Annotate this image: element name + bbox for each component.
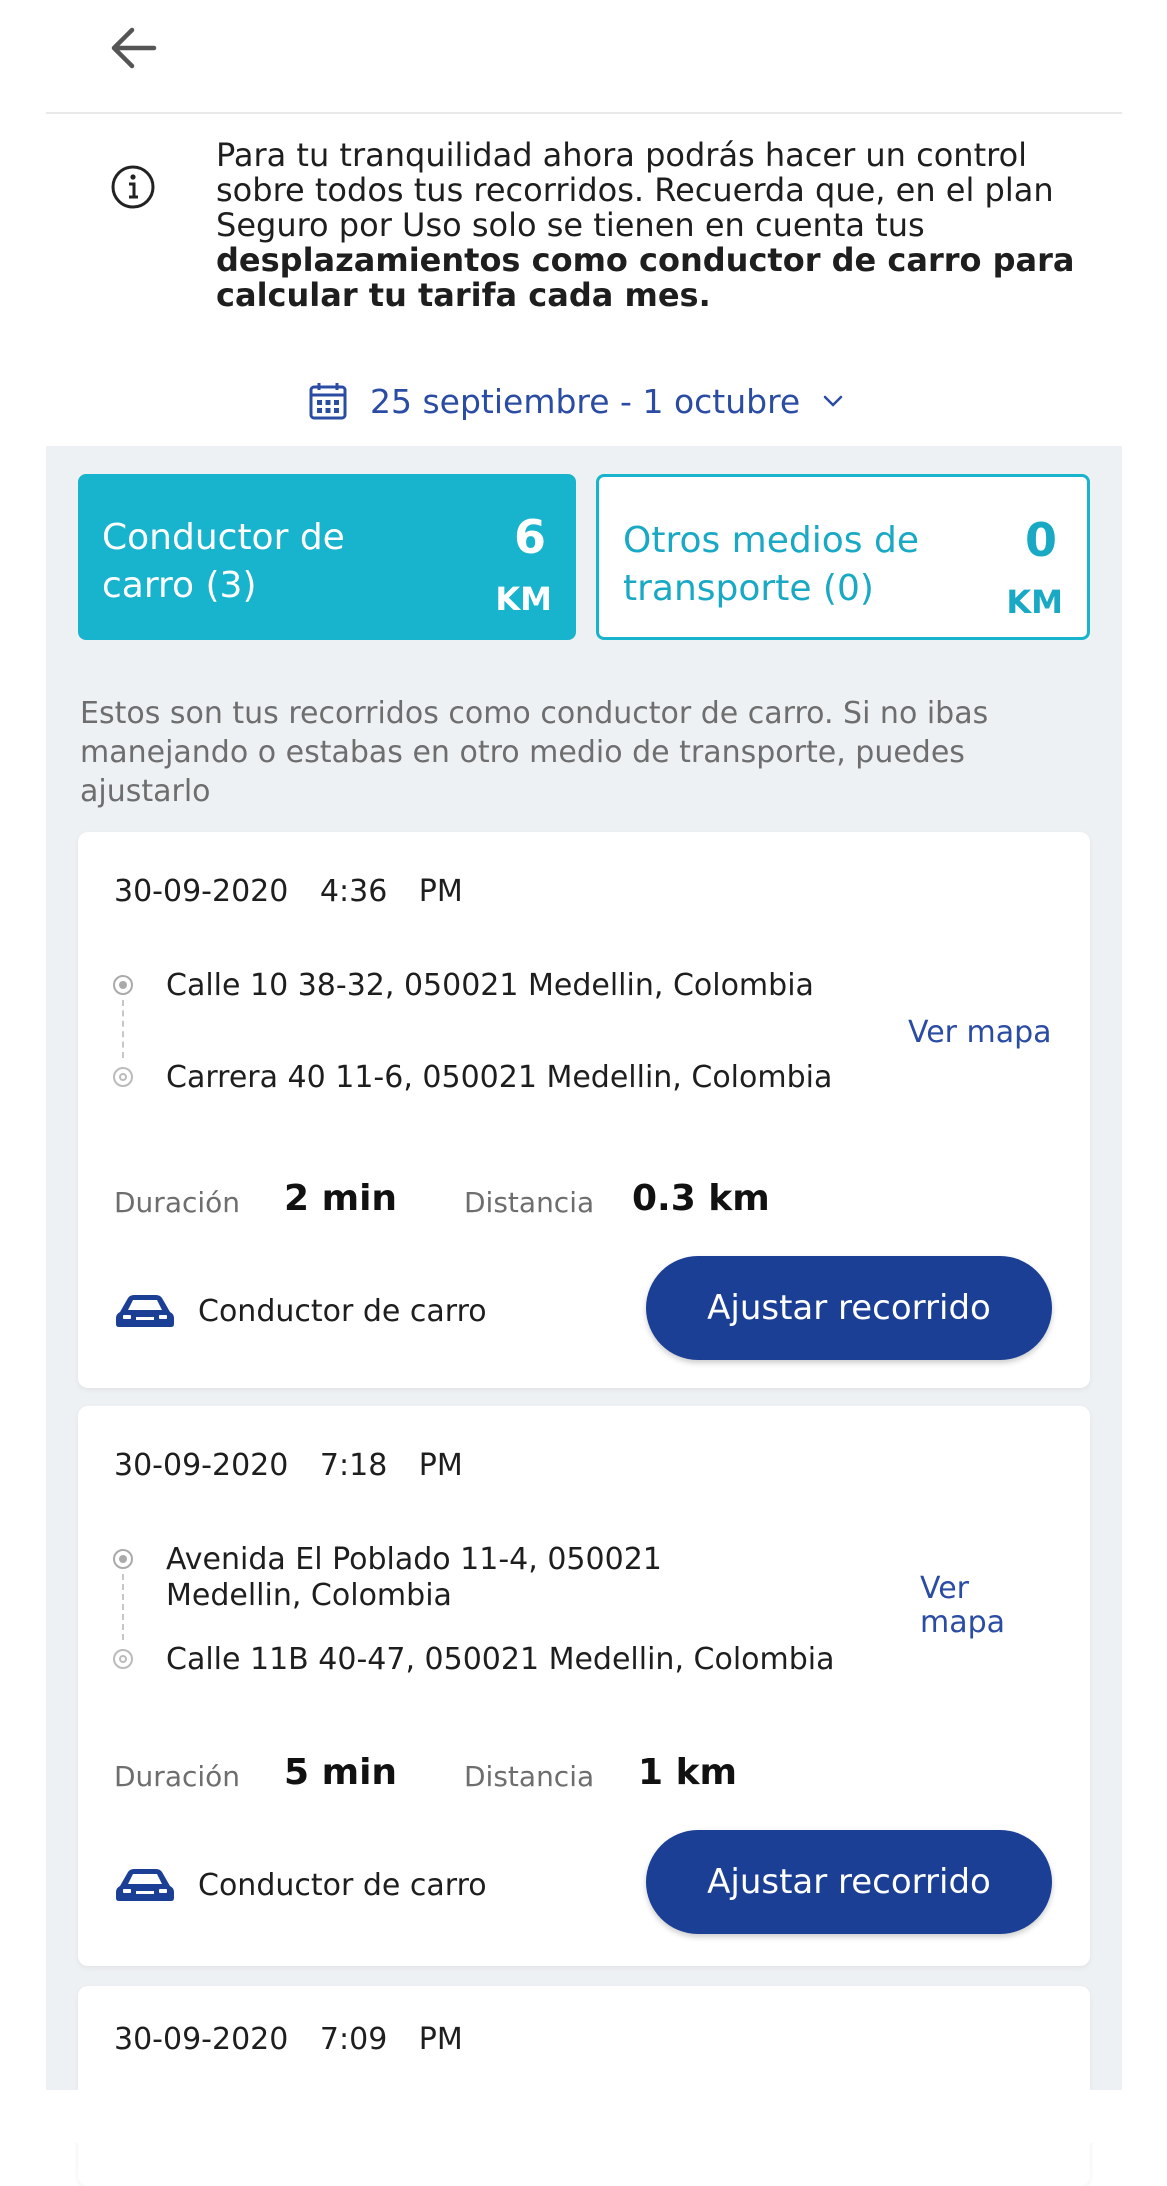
trip-destination: Carrera 40 11-6, 050021 Medellin, Colombia <box>166 1060 833 1095</box>
trip-date: 30-09-2020 <box>114 874 289 909</box>
destination-pin-icon <box>112 1066 134 1088</box>
trip-card <box>78 1986 1090 2186</box>
transport-mode: Conductor de carro <box>198 1868 487 1903</box>
origin-pin-icon <box>112 974 134 996</box>
distance-label: Distancia <box>464 1186 595 1219</box>
route-line <box>122 1000 124 1058</box>
trip-card <box>78 1406 1090 1966</box>
tab-other-transport[interactable] <box>596 474 1090 640</box>
info-message-bold: desplazamientos como conductor de carro para calcular tu tarifa cada mes. <box>216 241 1075 314</box>
trip-time: 4:36 PM <box>319 874 463 909</box>
adjust-trip-button[interactable]: Ajustar recorrido <box>646 1256 1052 1360</box>
tab-car-driver-unit: KM <box>495 580 552 618</box>
date-range-label: 25 septiembre - 1 octubre <box>370 381 801 421</box>
duration-label: Duración <box>114 1186 241 1219</box>
trip-date: 30-09-2020 <box>114 1448 289 1483</box>
back-arrow-icon[interactable] <box>104 18 164 78</box>
transport-mode: Conductor de carro <box>198 1294 487 1329</box>
adjust-trip-button[interactable]: Ajustar recorrido <box>646 1830 1052 1934</box>
info-message-regular: Para tu tranquilidad ahora podrás hacer un control sobre todos tus recorridos. Recuerda que, en el plan Seguro por Uso solo se tienen en cuenta tus <box>216 136 1054 244</box>
info-message <box>216 138 1096 313</box>
trip-time: 7:09 PM <box>319 2022 463 2057</box>
distance-value: 0.3 km <box>632 1178 770 1219</box>
trip-datetime <box>114 874 463 909</box>
view-map-link[interactable]: Ver mapa <box>908 1015 1052 1050</box>
destination-pin-icon <box>112 1648 134 1670</box>
origin-pin-icon <box>112 1548 134 1570</box>
car-icon <box>114 1290 176 1330</box>
tab-other-transport-unit: KM <box>1006 583 1063 621</box>
route-line <box>122 1574 124 1640</box>
car-icon <box>114 1864 176 1904</box>
tab-other-transport-value: 0 <box>1024 513 1057 567</box>
header-divider <box>46 112 1122 114</box>
trip-origin: Calle 10 38-32, 050021 Medellin, Colombia <box>166 968 814 1003</box>
trip-origin: Avenida El Poblado 11-4, 050021 Medellin, Colombia <box>166 1542 662 1613</box>
trips-description: Estos son tus recorridos como conductor de carro. Si no ibas manejando o estabas en otro medio de transporte, puedes ajustarlo <box>80 696 989 809</box>
trip-destination: Calle 11B 40-47, 050021 Medellin, Colombia <box>166 1642 835 1677</box>
trip-card <box>78 832 1090 1388</box>
tab-car-driver[interactable] <box>78 474 576 640</box>
tab-car-driver-label: Conductor de carro (3) <box>102 517 345 606</box>
tab-other-transport-label: Otros medios de transporte (0) <box>623 520 919 609</box>
duration-label: Duración <box>114 1760 241 1793</box>
calendar-icon <box>308 381 348 421</box>
tab-car-driver-value: 6 <box>513 510 546 564</box>
bottom-cutoff <box>0 2090 1167 2143</box>
info-circle-icon <box>110 164 156 210</box>
trip-time: 7:18 PM <box>319 1448 463 1483</box>
distance-label: Distancia <box>464 1760 595 1793</box>
date-range-selector[interactable] <box>308 376 844 426</box>
chevron-down-icon <box>822 390 844 412</box>
trip-datetime <box>114 2022 463 2057</box>
duration-value: 5 min <box>284 1752 398 1793</box>
view-map-link[interactable]: Ver mapa <box>920 1571 1006 1640</box>
duration-value: 2 min <box>284 1178 398 1219</box>
trip-date: 30-09-2020 <box>114 2022 289 2057</box>
trip-datetime <box>114 1448 463 1483</box>
distance-value: 1 km <box>638 1752 738 1793</box>
